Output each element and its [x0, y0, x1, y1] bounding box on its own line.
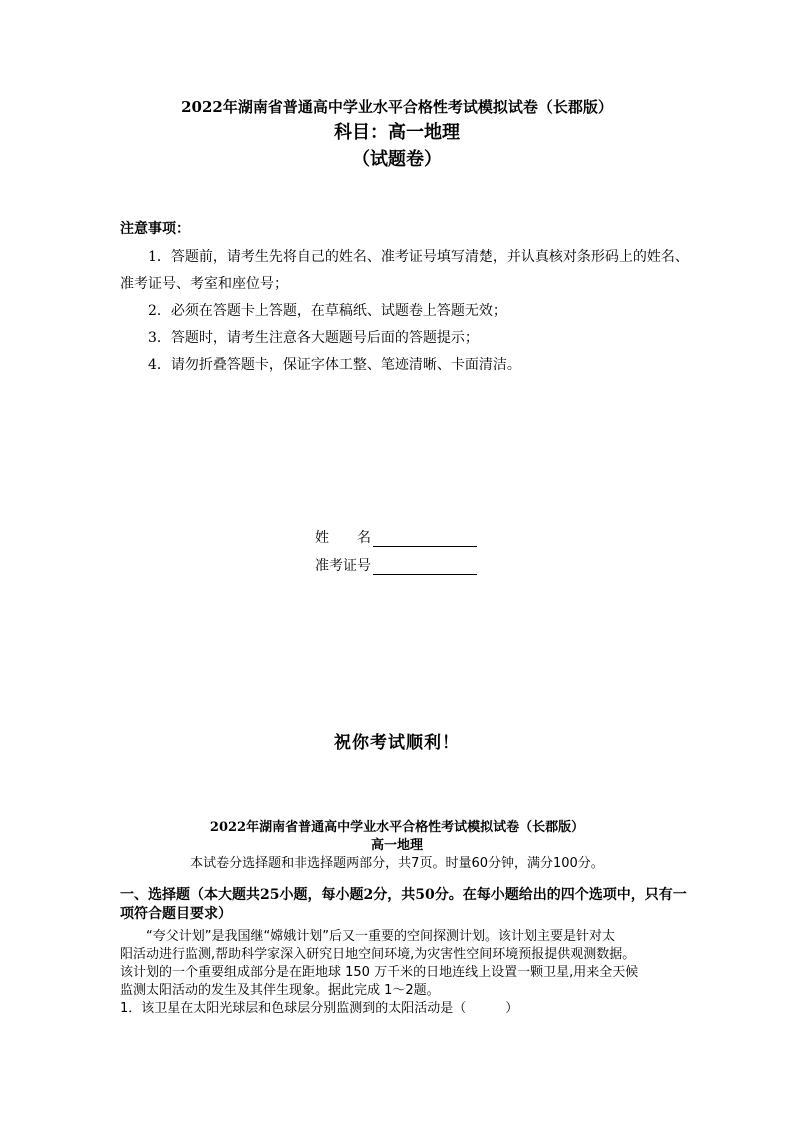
note-item: 4．请勿折叠答题卡，保证字体工整、笔迹清晰、卡面清洁。 — [148, 357, 521, 373]
notes-heading: 注意事项： — [120, 221, 190, 237]
note-item: 2．必须在答题卡上答题，在草稿纸、试题卷上答题无效； — [148, 303, 507, 319]
exam-cover-title: 2022年湖南省普通高中学业水平合格性考试模拟试卷（长郡版） — [181, 98, 613, 116]
name-blank-line[interactable] — [373, 532, 477, 547]
exam-intro: 本试卷分选择题和非选择题两部分，共7页。时量60分钟，满分100分。 — [190, 856, 604, 871]
note-item: 3．答题时，请考生注意各大题题号后面的答题提示； — [148, 330, 479, 346]
good-luck-text: 祝你考试顺利！ — [334, 733, 460, 753]
name-field — [315, 527, 477, 547]
section-heading: 一、选择题（本大题共25小题，每小题2分，共50分。在每小题给出的四个选项中，只有一项符合题目要求） — [120, 887, 687, 922]
note-item: 准考证号、考室和座位号； — [120, 276, 288, 292]
exam-title: 2022年湖南省普通高中学业水平合格性考试模拟试卷（长郡版） — [209, 820, 585, 835]
note-item: 1．答题前，请考生先将自己的姓名、准考证号填写清楚，并认真核对条形码上的姓名、 — [148, 249, 689, 265]
id-field — [315, 555, 477, 575]
passage-line: 阳活动进行监测,帮助科学家深入研究日地空间环境,为灾害性空间环境预报提供观测数据。 — [120, 947, 636, 962]
exam-subject: 高一地理 — [370, 838, 423, 853]
subject-title: 科目：高一地理 — [334, 122, 460, 143]
passage-line: 该计划的一个重要组成部分是在距地球 150 万千米的日地连线上设置一颗卫星,用来全天候 — [120, 965, 639, 980]
question-1: 1．该卫星在太阳光球层和色球层分别监测到的太阳活动是（ ） — [120, 1001, 519, 1016]
passage-line: “夸父计划”是我国继“嫦娥计划”后又一重要的空间探测计划。该计划主要是针对太 — [120, 929, 615, 944]
passage-line: 监测太阳活动的发生及其伴生现象。据此完成 1～2题。 — [120, 983, 440, 998]
name-label: 姓 名 — [315, 530, 371, 546]
id-label: 准考证号 — [315, 558, 371, 574]
id-blank-line[interactable] — [373, 560, 477, 575]
volume-label: （试题卷） — [352, 149, 442, 170]
